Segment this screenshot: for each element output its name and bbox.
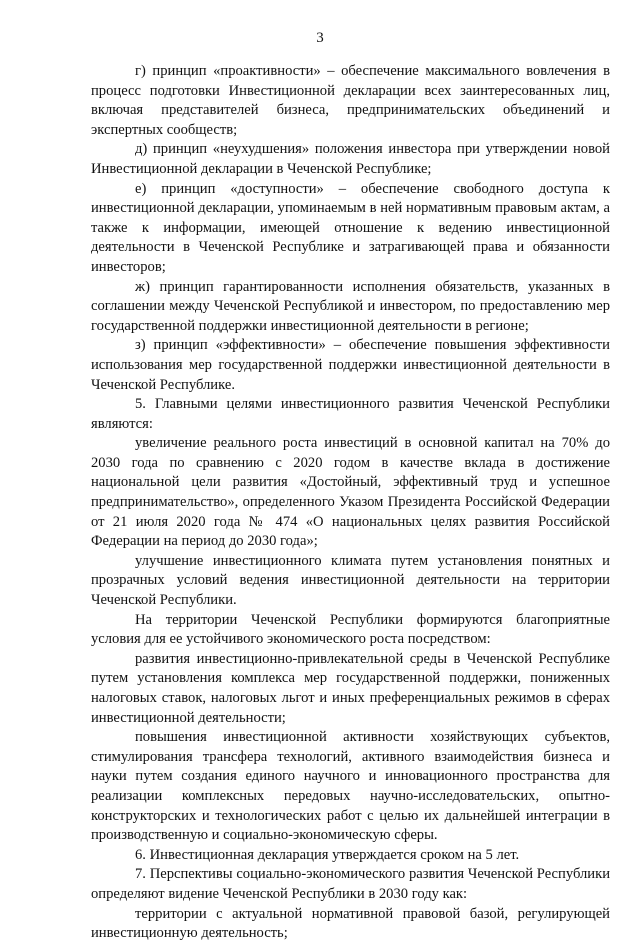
paragraph-territory-regulation: территории с актуальной нормативной правовой базой, регулирующей инвестиционную деятельность; [91,905,610,942]
paragraph-favorable-conditions: На территории Чеченской Республики формируются благоприятные условия для ее устойчивого экономического роста посредством: [91,611,610,648]
paragraph-principle-non-deterioration: д) принцип «неухудшения» положения инвестора при утверждении новой Инвестиционной декларации в Чеченской Республике; [91,141,610,177]
paragraph-section-5: 5. Главными целями инвестиционного развития Чеченской Республики являются: [91,396,610,432]
paragraph-investment-environment: развития инвестиционно-привлекательной среды в Чеченской Республике путем установления комплекса мер государственной поддержки, пониженных налоговых ставок, налоговых льгот и иных преференциальных режимов в сферах инвестиционной деятельности; [91,650,610,726]
page-body [91,62,610,944]
paragraph-section-6: 6. Инвестиционная декларация утверждается сроком на 5 лет. [135,846,520,863]
page-number: 3 [316,30,324,46]
paragraph-investment-activity: повышения инвестиционной активности хозяйствующих субъектов, стимулирования трансфера технологий, активного взаимодействия бизнеса и науки путем создания единого научного и инновационного пространства для реализации комплексных передовых научно-исследовательских, опытно-конструкторских и технологических работ с целью их дальнейшей интеграции в производственную и социально-экономическую сферы. [91,729,610,844]
paragraph-goal-investment-growth: увеличение реального роста инвестиций в основной капитал на 70% до 2030 года по сравнению с 2020 годом в качестве вклада в достижение национальной цели развития «Достойный, эффективный труд и успешное предпринимательство», определенного Указом Президента Российской Федерации от 21 июля 2020 года № 474 «О национальных целях развития Российской Федерации на период до 2030 года»; [91,435,610,550]
paragraph-goal-investment-climate: улучшение инвестиционного климата путем установления понятных и прозрачных условий ведения инвестиционной деятельности на территории Чеченской Республики. [91,552,610,609]
paragraph-principle-proactivity: г) принцип «проактивности» – обеспечение максимального вовлечения в процесс подготовки Инвестиционной декларации всех заинтересованных лиц, включая представителей бизнеса, предпринимательских объединений и экспертных сообществ; [91,63,610,138]
paragraph-principle-guarantee: ж) принцип гарантированности исполнения обязательств, указанных в соглашении между Чеченской Республикой и инвестором, по предоставлению мер государственной поддержки инвестиционной деятельности в регионе; [91,278,610,334]
paragraph-principle-efficiency: з) принцип «эффективности» – обеспечение повышения эффективности использования мер государственной поддержки инвестиционной деятельности в Чеченской Республике. [91,337,610,393]
paragraph-section-7: 7. Перспективы социально-экономического развития Чеченской Республики определяют видение Чеченской Республики в 2030 году как: [91,866,610,902]
paragraph-principle-accessibility: е) принцип «доступности» – обеспечение свободного доступа к инвестиционной декларации, упоминаемым в ней нормативным правовым актам, а также к информации, имеющей отношение к ведению инвестиционной деятельности в Чеченской Республике и затрагивающей права и обязанности инвесторов; [91,180,610,275]
